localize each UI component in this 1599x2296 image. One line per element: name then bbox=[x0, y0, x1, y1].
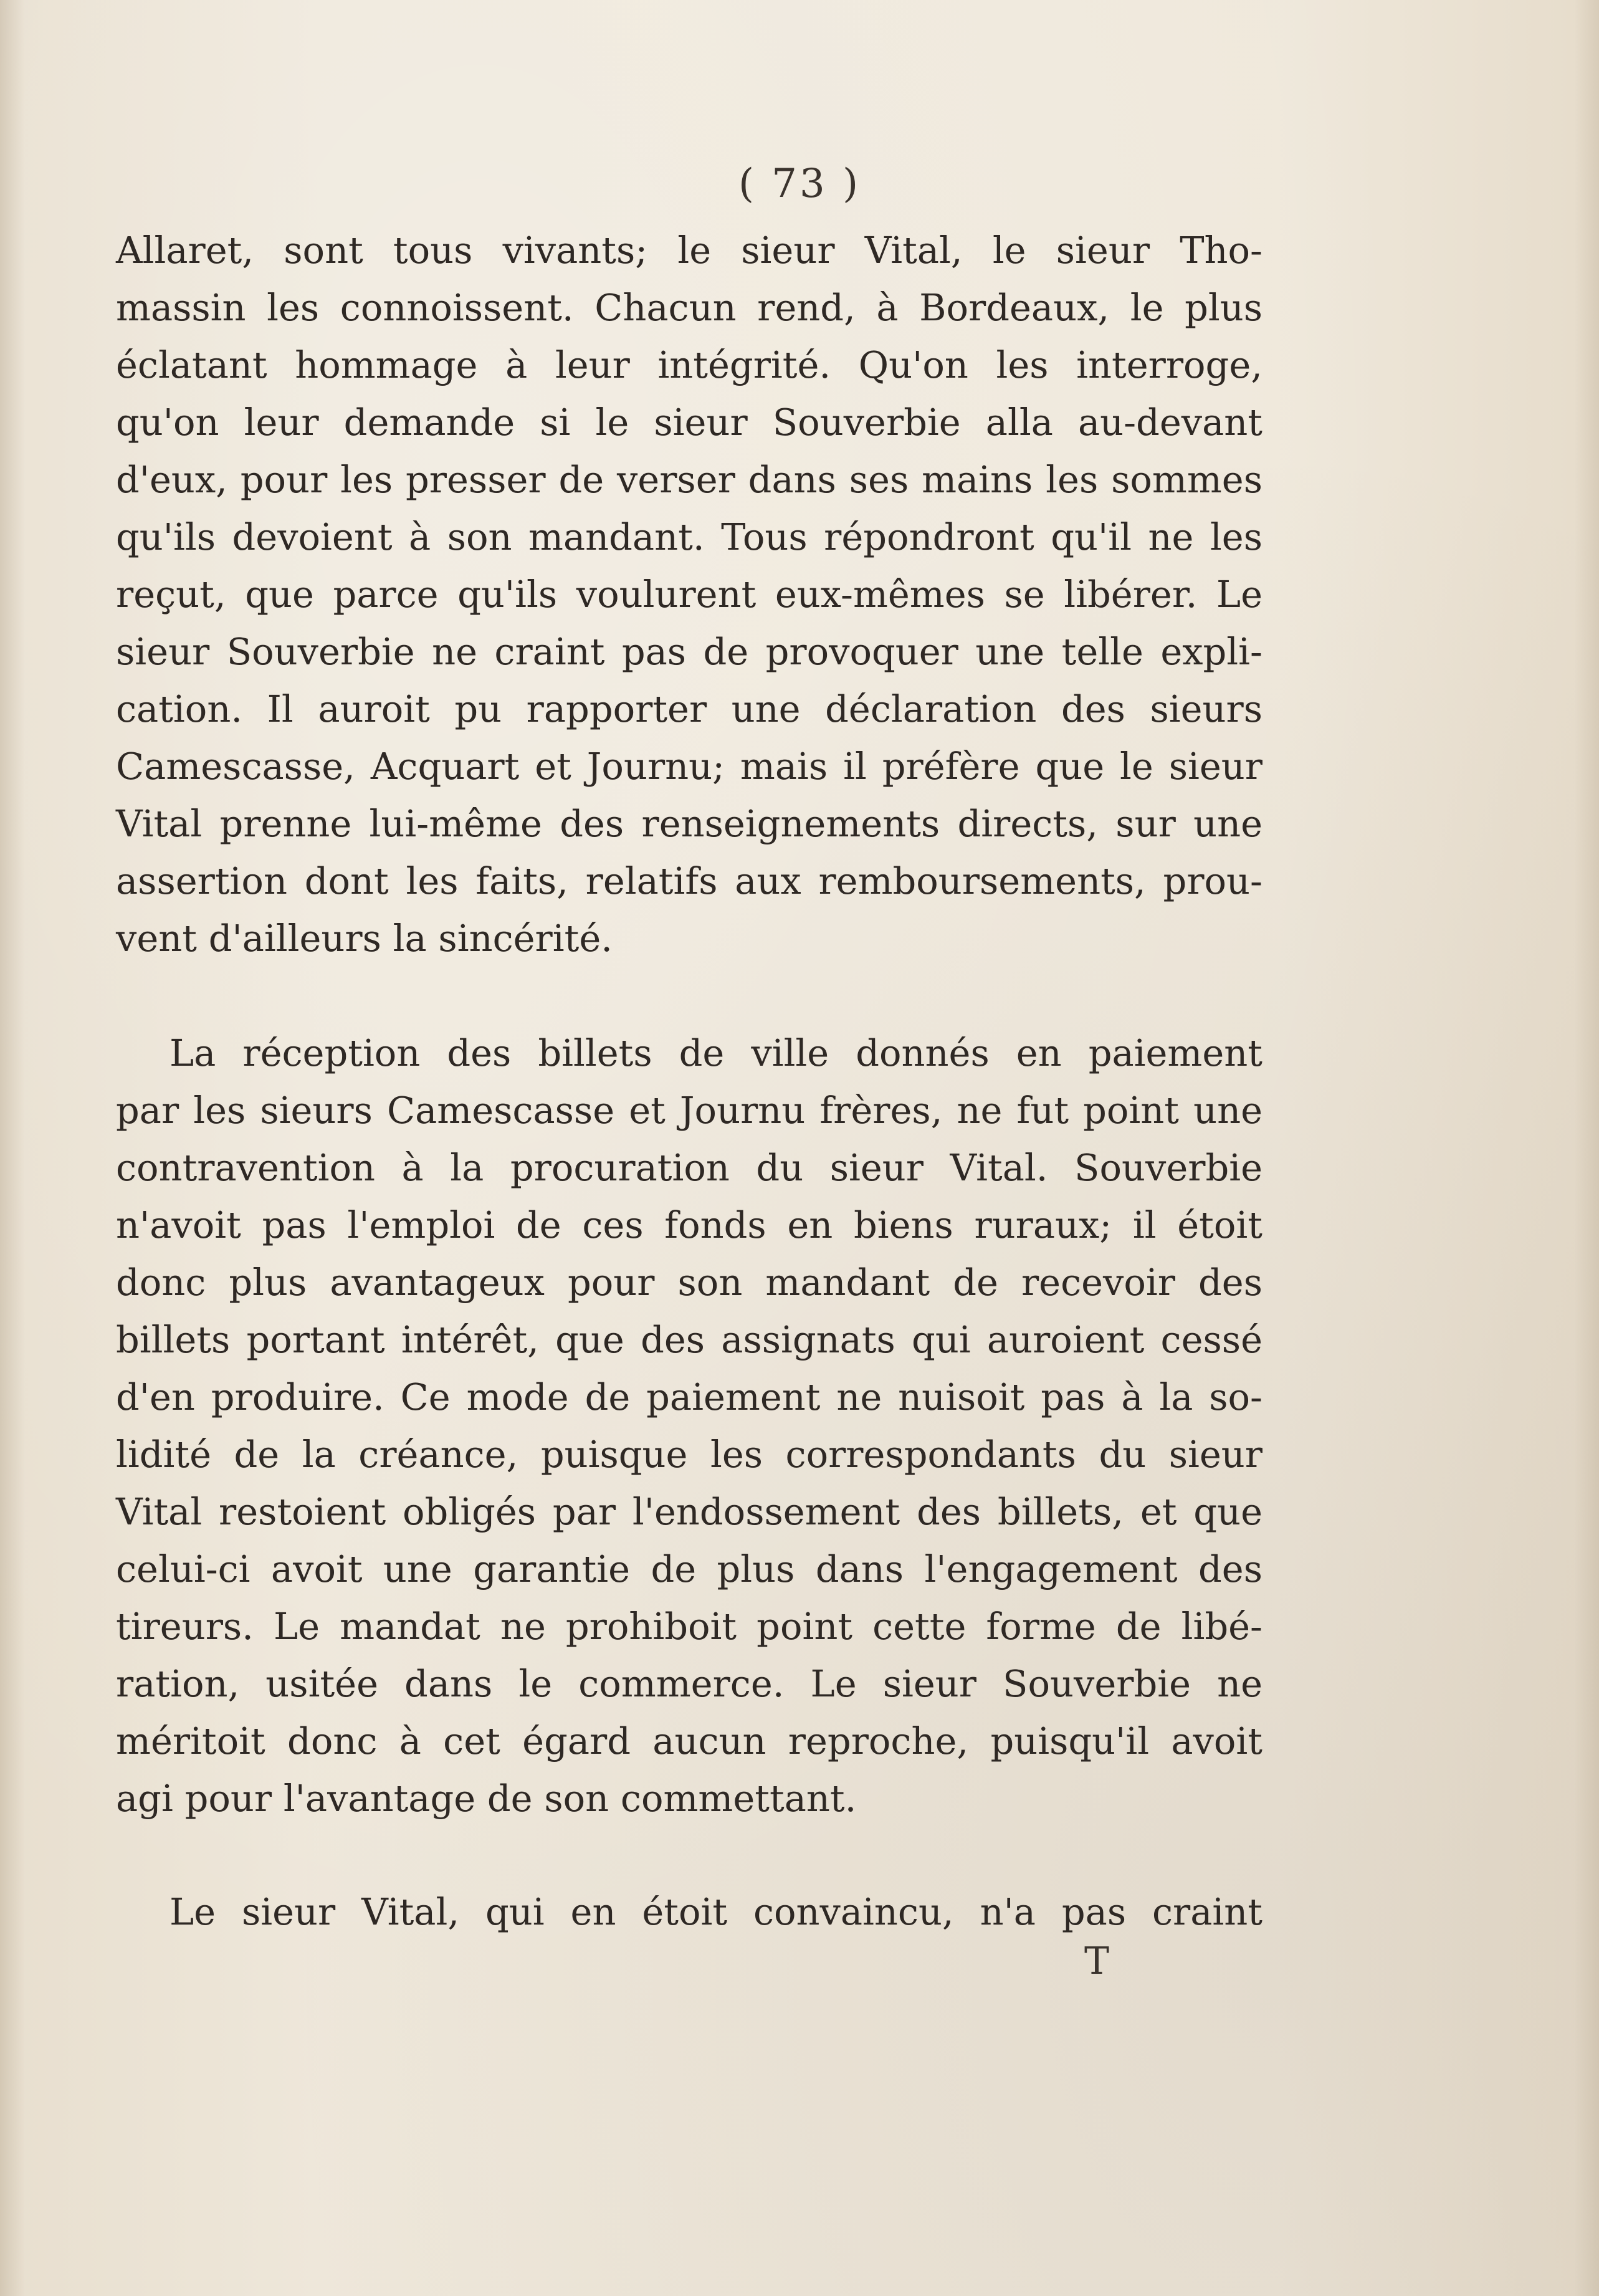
text-line: Allaret, sont tous vivants; le sieur Vital, le sieur Tho- bbox=[116, 229, 1262, 272]
text-line: La réception des billets de ville donnés en paiement bbox=[169, 1031, 1262, 1074]
text-line: par les sieurs Camescasse et Journu frères, ne fut point une bbox=[116, 1089, 1262, 1132]
text-line: Vital prenne lui-même des renseignements directs, sur une bbox=[116, 802, 1262, 845]
text-line: qu'ils devoient à son mandant. Tous répondront qu'il ne les bbox=[116, 515, 1262, 558]
text-line: contravention à la procuration du sieur Vital. Souverbie bbox=[116, 1146, 1262, 1189]
paragraph-2 bbox=[116, 1025, 1262, 1827]
page-number: ( 73 ) bbox=[738, 161, 861, 207]
text-line: vent d'ailleurs la sincérité. bbox=[116, 917, 613, 960]
text-line: Camescasse, Acquart et Journu; mais il préfère que le sieur bbox=[116, 745, 1262, 788]
text-line: qu'on leur demande si le sieur Souverbie alla au-devant bbox=[116, 401, 1262, 444]
text-line: assertion dont les faits, relatifs aux remboursements, prou- bbox=[116, 859, 1262, 902]
text-line: tireurs. Le mandat ne prohiboit point cette forme de libé- bbox=[116, 1605, 1262, 1648]
text-line: donc plus avantageux pour son mandant de recevoir des bbox=[116, 1261, 1262, 1304]
text-line: méritoit donc à cet égard aucun reproche, puisqu'il avoit bbox=[116, 1720, 1262, 1763]
paragraph-1 bbox=[116, 222, 1262, 967]
text-line: ration, usitée dans le commerce. Le sieur Souverbie ne bbox=[116, 1662, 1262, 1705]
paragraph-3 bbox=[116, 1883, 1262, 1941]
signature-mark: T bbox=[1084, 1940, 1110, 1983]
text-line: celui-ci avoit une garantie de plus dans l'engagement des bbox=[116, 1547, 1262, 1590]
text-line: billets portant intérêt, que des assignats qui auroient cessé bbox=[116, 1318, 1262, 1361]
text-line: n'avoit pas l'emploi de ces fonds en biens ruraux; il étoit bbox=[116, 1203, 1262, 1246]
text-line: cation. Il auroit pu rapporter une déclaration des sieurs bbox=[116, 687, 1262, 730]
page-edge-left bbox=[0, 0, 25, 2296]
text-line: d'eux, pour les presser de verser dans ses mains les sommes bbox=[116, 458, 1262, 501]
text-line: éclatant hommage à leur intégrité. Qu'on les interroge, bbox=[116, 343, 1262, 386]
text-line: agi pour l'avantage de son commettant. bbox=[116, 1777, 857, 1820]
text-line: sieur Souverbie ne craint pas de provoquer une telle expli- bbox=[116, 630, 1262, 673]
page-edge-right bbox=[1574, 0, 1599, 2296]
text-line: Le sieur Vital, qui en étoit convaincu, n'a pas craint bbox=[169, 1890, 1262, 1933]
text-line: reçut, que parce qu'ils voulurent eux-mêmes se libérer. Le bbox=[116, 573, 1262, 616]
text-line: lidité de la créance, puisque les correspondants du sieur bbox=[116, 1433, 1262, 1476]
text-line: d'en produire. Ce mode de paiement ne nuisoit pas à la so- bbox=[116, 1375, 1262, 1418]
text-line: massin les connoissent. Chacun rend, à Bordeaux, le plus bbox=[116, 286, 1262, 329]
text-line: Vital restoient obligés par l'endossement des billets, et que bbox=[116, 1490, 1262, 1533]
